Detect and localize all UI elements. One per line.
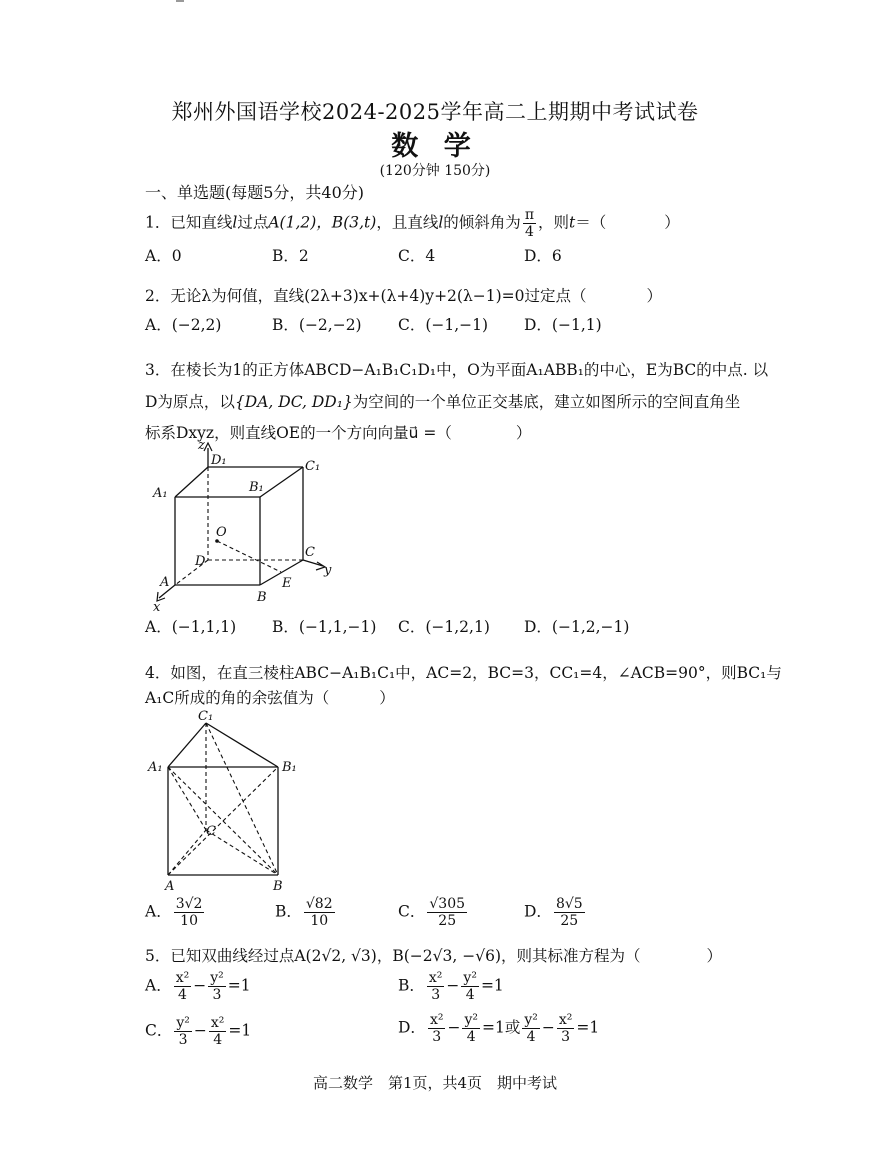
q1-option-d[interactable]: D．6 bbox=[524, 247, 562, 265]
label-z: z bbox=[198, 440, 205, 453]
label-x: x bbox=[153, 600, 161, 615]
label-B: B bbox=[273, 879, 283, 894]
label-D1: D₁ bbox=[211, 453, 227, 468]
q3-option-c[interactable]: C．(−1,2,1) bbox=[398, 618, 490, 636]
label-A: A bbox=[165, 879, 175, 894]
q1-option-a[interactable]: A．0 bbox=[145, 247, 182, 265]
exam-title: 郑州外国语学校2024-2025学年高二上期期中考试试卷 bbox=[171, 100, 699, 124]
q4-option-d[interactable]: D． $\frac{8√5}{25}$ bbox=[524, 896, 583, 930]
segment-OE bbox=[217, 541, 281, 572]
q3-option-d[interactable]: D．(−1,2,−1) bbox=[524, 618, 630, 636]
label-A1: A₁ bbox=[148, 760, 163, 775]
q3-option-b[interactable]: B．(−1,1,−1) bbox=[272, 618, 377, 636]
label-B1: B₁ bbox=[282, 760, 297, 775]
q2-option-d[interactable]: D．(−1,1) bbox=[524, 316, 602, 334]
cube-figure bbox=[145, 440, 345, 615]
q2-option-b[interactable]: B．(−2,−2) bbox=[272, 316, 362, 334]
question-4-line-1: 4．如图，在直三棱柱ABC−A₁B₁C₁中，AC=2，BC=3，CC₁=4，∠ACB=90°，则BC₁与 bbox=[145, 664, 782, 682]
subject-title: 数 学 bbox=[391, 131, 479, 162]
edge-A1D1 bbox=[175, 467, 208, 497]
label-E: E bbox=[282, 576, 292, 591]
page-footer: 高二数学 第1页，共4页 期中考试 bbox=[312, 1074, 558, 1092]
label-C1: C₁ bbox=[305, 459, 321, 474]
y-axis-tail bbox=[303, 560, 323, 566]
q1-option-b[interactable]: B．2 bbox=[272, 247, 309, 265]
q1-option-c[interactable]: C．4 bbox=[398, 247, 436, 265]
q3-option-a[interactable]: A．(−1,1,1) bbox=[145, 618, 237, 636]
basis-vectors: {DA, DC, DD₁} bbox=[234, 393, 353, 411]
label-A: A bbox=[160, 575, 170, 590]
section-heading: 一、单选题(每题5分，共40分) bbox=[145, 183, 365, 202]
question-2: 2．无论λ为何值，直线(2λ+3)x+(λ+4)y+2(λ−1)=0过定点（ ） bbox=[145, 287, 663, 305]
label-C1: C₁ bbox=[198, 709, 214, 724]
question-3-line-3: 标系Dxyz，则直线OE的一个方向向量u⃗ =（ ） bbox=[145, 424, 532, 442]
q2-option-c[interactable]: C．(−1,−1) bbox=[398, 316, 489, 334]
q4-option-b[interactable]: B． $\frac{√82}{10}$ bbox=[275, 896, 333, 930]
label-A1: A₁ bbox=[153, 486, 168, 501]
label-C: C bbox=[206, 824, 216, 839]
label-B1: B₁ bbox=[249, 480, 264, 495]
q5-option-d[interactable]: D． $\frac{\text{x²}}{3}$ − $\frac{\text{y²}}{4}$ =1或 $\frac{\text{y²}}{4}$ − $\frac{\text{x²}}{3}$ =1 bbox=[398, 1012, 600, 1046]
q4-option-c[interactable]: C． $\frac{√305}{25}$ bbox=[398, 896, 466, 930]
q5-option-a[interactable]: A． $\frac{\text{x²}}{4}$ − $\frac{\text{y²}}{3}$ =1 bbox=[145, 970, 251, 1004]
question-3-line-1: 3．在棱长为1的正方体ABCD−A₁B₁C₁D₁中，O为平面A₁ABB₁的中心，E为BC的中点. 以 bbox=[145, 361, 769, 379]
edge-A1C1 bbox=[168, 723, 206, 767]
question-4-line-2: A₁C所成的角的余弦值为（ ） bbox=[145, 689, 395, 707]
prism-figure bbox=[145, 705, 305, 895]
label-C: C bbox=[305, 545, 315, 560]
angle-fraction: $\frac{\pi}{4}$ bbox=[524, 207, 535, 241]
q5-option-c[interactable]: C． $\frac{\text{y²}}{3}$ − $\frac{\text{x²}}{4}$ =1 bbox=[145, 1015, 252, 1049]
label-O: O bbox=[216, 525, 227, 540]
label-y: y bbox=[324, 563, 332, 578]
question-1: 1．已知直线l过点A(1,2)，B(3,t)，且直线l的倾斜角为 $\frac{\pi}{4}$ ，则t＝（ ） bbox=[145, 207, 680, 241]
scan-mark bbox=[176, 0, 184, 2]
q5-option-b[interactable]: B． $\frac{\text{x²}}{3}$ − $\frac{\text{y²}}{4}$ =1 bbox=[398, 970, 504, 1004]
edge-B1C1 bbox=[260, 467, 303, 497]
exam-duration: (120分钟 150分) bbox=[379, 163, 491, 179]
question-3-line-2: D为原点，以{DA, DC, DD₁}为空间的一个单位正交基底，建立如图所示的空间直角坐 bbox=[145, 393, 741, 411]
q4-option-a[interactable]: A． $\frac{3√2}{10}$ bbox=[145, 896, 203, 930]
edge-AC bbox=[168, 830, 206, 875]
label-D: D bbox=[195, 554, 206, 569]
question-5: 5．已知双曲线经过点A(2√2, √3)，B(−2√3, −√6)，则其标准方程为（ ） bbox=[145, 947, 723, 965]
label-B: B bbox=[257, 590, 267, 605]
q2-option-a[interactable]: A．(−2,2) bbox=[145, 316, 222, 334]
